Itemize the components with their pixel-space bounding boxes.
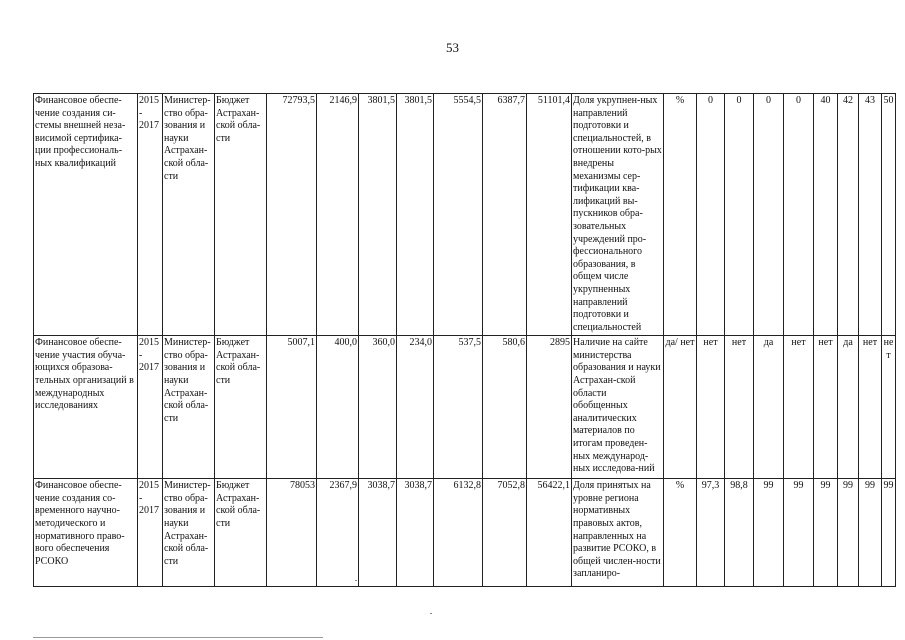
amount-total: 5007,1 bbox=[267, 336, 317, 479]
indicator-text: Доля принятых на уровне региона нормативных правовых актов, направленных на развитие РСОКО, в общей числен-ности запланиро- bbox=[572, 479, 664, 587]
amount-cell: 2895 bbox=[527, 336, 572, 479]
scan-speck bbox=[430, 613, 432, 614]
amount-cell: 360,0 bbox=[359, 336, 397, 479]
indicator-value: нет bbox=[725, 336, 754, 479]
indicator-value: 0 bbox=[754, 94, 784, 336]
amount-cell: 3038,7 bbox=[359, 479, 397, 587]
scan-speck bbox=[355, 580, 357, 581]
footer-rule bbox=[33, 637, 323, 638]
executor: Министер-ство обра-зования и науки Астрахан-ской обла-сти bbox=[163, 336, 215, 479]
amount-cell: 580,6 bbox=[483, 336, 527, 479]
indicator-value: нет bbox=[814, 336, 838, 479]
indicator-value: нет bbox=[697, 336, 725, 479]
amount-cell: 537,5 bbox=[434, 336, 483, 479]
amount-cell: 7052,8 bbox=[483, 479, 527, 587]
funding-source: Бюджет Астрахан-ской обла-сти bbox=[215, 336, 267, 479]
indicator-value: да bbox=[838, 336, 859, 479]
activity-name: Финансовое обеспе-чение создания со-временного научно-методического и нормативного право-вого обеспечения РСОКО bbox=[34, 479, 138, 587]
period: 2015 - 2017 bbox=[138, 479, 163, 587]
amount-cell: 3038,7 bbox=[397, 479, 434, 587]
amount-total: 72793,5 bbox=[267, 94, 317, 336]
table-row bbox=[34, 94, 896, 336]
indicator-value: 99 bbox=[814, 479, 838, 587]
indicator-value: 99 bbox=[838, 479, 859, 587]
indicator-value: 99 bbox=[882, 479, 896, 587]
amount-cell: 400,0 bbox=[317, 336, 359, 479]
indicator-value: 0 bbox=[697, 94, 725, 336]
indicator-value: нет bbox=[882, 336, 896, 479]
indicator-value: 99 bbox=[754, 479, 784, 587]
indicator-value: 43 bbox=[859, 94, 882, 336]
table-row bbox=[34, 479, 896, 587]
indicator-value: 40 bbox=[814, 94, 838, 336]
unit: % bbox=[664, 479, 697, 587]
period: 2015 - 2017 bbox=[138, 336, 163, 479]
executor: Министер-ство обра-зования и науки Астрахан-ской обла-сти bbox=[163, 94, 215, 336]
indicator-value: 50 bbox=[882, 94, 896, 336]
period: 2015 - 2017 bbox=[138, 94, 163, 336]
funding-source: Бюджет Астрахан-ской обла-сти bbox=[215, 479, 267, 587]
amount-cell: 56422,1 bbox=[527, 479, 572, 587]
amount-cell: 3801,5 bbox=[359, 94, 397, 336]
indicator-value: нет bbox=[859, 336, 882, 479]
program-table bbox=[33, 93, 896, 587]
amount-cell: 234,0 bbox=[397, 336, 434, 479]
activity-name: Финансовое обеспе-чение участия обуча-ющихся образова-тельных организаций в международных исследованиях bbox=[34, 336, 138, 479]
unit: % bbox=[664, 94, 697, 336]
indicator-value: 99 bbox=[859, 479, 882, 587]
amount-cell: 6387,7 bbox=[483, 94, 527, 336]
amount-cell: 51101,4 bbox=[527, 94, 572, 336]
executor: Министер-ство обра-зования и науки Астрахан-ской обла-сти bbox=[163, 479, 215, 587]
indicator-value: да bbox=[754, 336, 784, 479]
amount-cell: 6132,8 bbox=[434, 479, 483, 587]
indicator-value: 97,3 bbox=[697, 479, 725, 587]
indicator-text: Доля укрупнен-ных направлений подготовки и специальностей, в отношении кото-рых внедрены механизмы сер-тификации ква-лификаций вы-пускников обра-зовательных учреждений про-фессионального образования, в общем числе укрупненных направлений подготовки и специальностей bbox=[572, 94, 664, 336]
table-row bbox=[34, 336, 896, 479]
indicator-value: 42 bbox=[838, 94, 859, 336]
page-number: 53 bbox=[446, 40, 459, 55]
indicator-value: 98,8 bbox=[725, 479, 754, 587]
amount-cell: 2146,9 bbox=[317, 94, 359, 336]
indicator-value: 0 bbox=[784, 94, 814, 336]
indicator-value: 99 bbox=[784, 479, 814, 587]
amount-cell: 5554,5 bbox=[434, 94, 483, 336]
amount-total: 78053 bbox=[267, 479, 317, 587]
indicator-value: 0 bbox=[725, 94, 754, 336]
amount-cell: 3801,5 bbox=[397, 94, 434, 336]
indicator-text: Наличие на сайте министерства образования и науки Астрахан-ской области обобщенных аналитических материалов по итогам проведен-ных международ-ных исследова-ний bbox=[572, 336, 664, 479]
funding-source: Бюджет Астрахан-ской обла-сти bbox=[215, 94, 267, 336]
unit: да/ нет bbox=[664, 336, 697, 479]
activity-name: Финансовое обеспе-чение создания си-стемы внешней неза-висимой сертифика-ции профессиональ-ных квалификаций bbox=[34, 94, 138, 336]
indicator-value: нет bbox=[784, 336, 814, 479]
amount-cell: 2367,9 bbox=[317, 479, 359, 587]
